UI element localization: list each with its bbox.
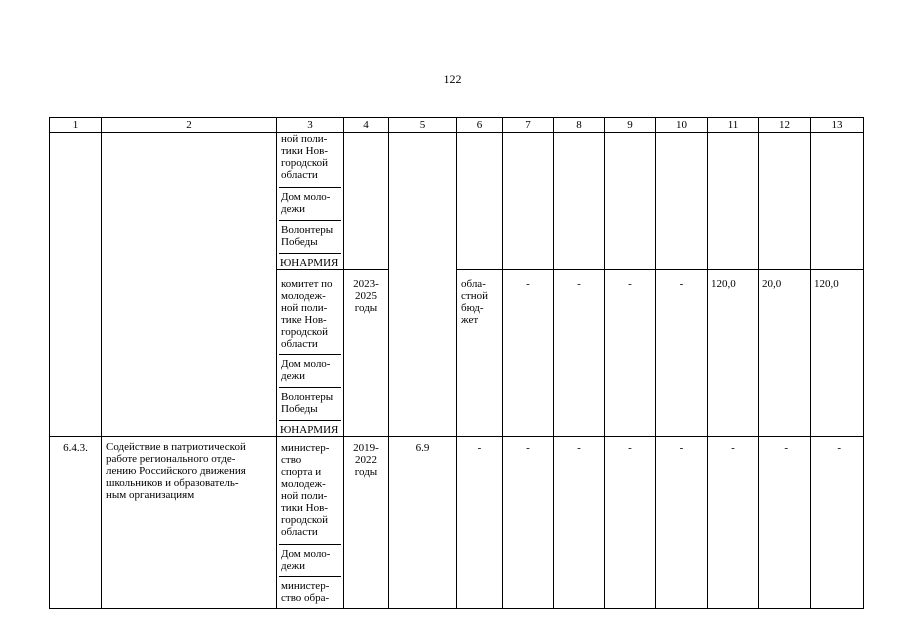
cell-c9-cont [605,133,656,270]
executor-line: ной поли- [281,133,328,145]
name-line: лению Российского движения [106,465,246,477]
col-header-1: 1 [50,118,102,133]
cell-years-643 [344,437,389,609]
executor-line: городской [281,326,329,338]
executor-line: Волонтеры [281,391,334,403]
source-line: бюд- [461,302,484,314]
executor-line: министер- [281,442,330,454]
executor-block [279,577,341,608]
executor-line: области [281,169,318,181]
cell-name-643 [102,437,277,609]
col-header-6: 6 [457,118,503,133]
col-header-7: 7 [503,118,554,133]
executor-block [279,388,341,421]
column-number-row [50,118,864,133]
executor-line: ной поли- [281,302,328,314]
cell-c13-cont [811,133,864,270]
executor-line: Победы [281,236,318,248]
executor-line: области [281,526,318,538]
years-line: годы [354,466,378,478]
executor-block [279,221,341,254]
executor-line: ство [281,454,302,466]
source-line: стной [461,290,488,302]
cell-c7-643: - [503,437,554,609]
executor-block [279,421,341,436]
cell-c13-643: - [811,437,864,609]
executor-line: Победы [281,403,318,415]
cell-c11-2023: 120,0 [708,270,759,437]
executor-block [279,545,341,577]
cell-number-cont [50,133,102,437]
executor-line: молодеж- [281,478,326,490]
name-line: Содействие в патриотической [106,441,246,453]
col-header-11: 11 [708,118,759,133]
executor-line: дежи [281,370,305,382]
program-table [49,117,864,609]
cell-number-643: 6.4.3. [50,437,102,609]
executor-line: комитет по [281,278,333,290]
years-line: 2019- [353,442,379,454]
page-number: 122 [443,72,462,86]
executor-line: ство обра- [281,592,330,604]
col-header-12: 12 [759,118,811,133]
cell-source-2023 [457,270,503,437]
name-line: работе регионального отде- [106,453,236,465]
executor-line: Дом моло- [281,191,331,203]
cell-c8-cont [554,133,605,270]
table-row [50,437,864,609]
executor-line: молодеж- [281,290,326,302]
executor-line: Дом моло- [281,548,331,560]
col-header-5: 5 [389,118,457,133]
cell-c9-643: - [605,437,656,609]
source-line: обла- [461,278,486,290]
cell-c8-2023: - [554,270,605,437]
executor-block [279,437,341,545]
col-header-3: 3 [277,118,344,133]
cell-c13-2023: 120,0 [811,270,864,437]
years-line: 2023- [353,278,379,290]
col-header-13: 13 [811,118,864,133]
executor-line: ЮНАРМИЯ [280,424,339,436]
source-line: жет [461,314,479,326]
executor-line: министер- [281,580,330,592]
cell-years-cont [344,133,389,270]
name-line: ным организациям [106,489,195,501]
cell-name-cont [102,133,277,437]
executor-block [279,355,341,388]
executor-block [279,270,341,355]
executor-line: ЮНАРМИЯ [280,257,339,269]
name-line: школьников и образователь- [106,477,239,489]
cell-c11-643: - [708,437,759,609]
executor-line: тике Нов- [281,314,327,326]
executor-block [279,188,341,221]
table-row [50,133,864,270]
cell-executors-2023 [277,270,344,437]
col-header-4: 4 [344,118,389,133]
cell-c6-cont [457,133,503,270]
executor-line: дежи [281,203,305,215]
executor-line: области [281,338,318,350]
cell-c8-643: - [554,437,605,609]
col-header-2: 2 [102,118,277,133]
cell-executors-643 [277,437,344,609]
executor-line: городской [281,514,329,526]
executor-block [279,254,341,269]
cell-c10-643: - [656,437,708,609]
executor-line: городской [281,157,329,169]
cell-c12-2023: 20,0 [759,270,811,437]
years-line: 2022 [355,454,377,466]
executor-line: ной поли- [281,490,328,502]
cell-c10-cont [656,133,708,270]
executor-block [279,133,341,188]
cell-c7-cont [503,133,554,270]
years-line: годы [354,302,378,314]
cell-c12-643: - [759,437,811,609]
executor-line: спорта и [281,466,322,478]
executor-line: тики Нов- [281,502,328,514]
years-line: 2025 [355,290,377,302]
cell-c6-643: - [457,437,503,609]
cell-c9-2023: - [605,270,656,437]
col-header-9: 9 [605,118,656,133]
cell-target-643: 6.9 [389,437,457,609]
cell-years-2023 [344,270,389,437]
cell-c10-2023: - [656,270,708,437]
executor-line: дежи [281,560,305,572]
col-header-8: 8 [554,118,605,133]
col-header-10: 10 [656,118,708,133]
cell-c11-cont [708,133,759,270]
cell-executors-cont [277,133,344,270]
cell-target-cont [389,133,457,437]
executor-line: Дом моло- [281,358,331,370]
cell-c7-2023: - [503,270,554,437]
cell-c12-cont [759,133,811,270]
executor-line: Волонтеры [281,224,334,236]
executor-line: тики Нов- [281,145,328,157]
